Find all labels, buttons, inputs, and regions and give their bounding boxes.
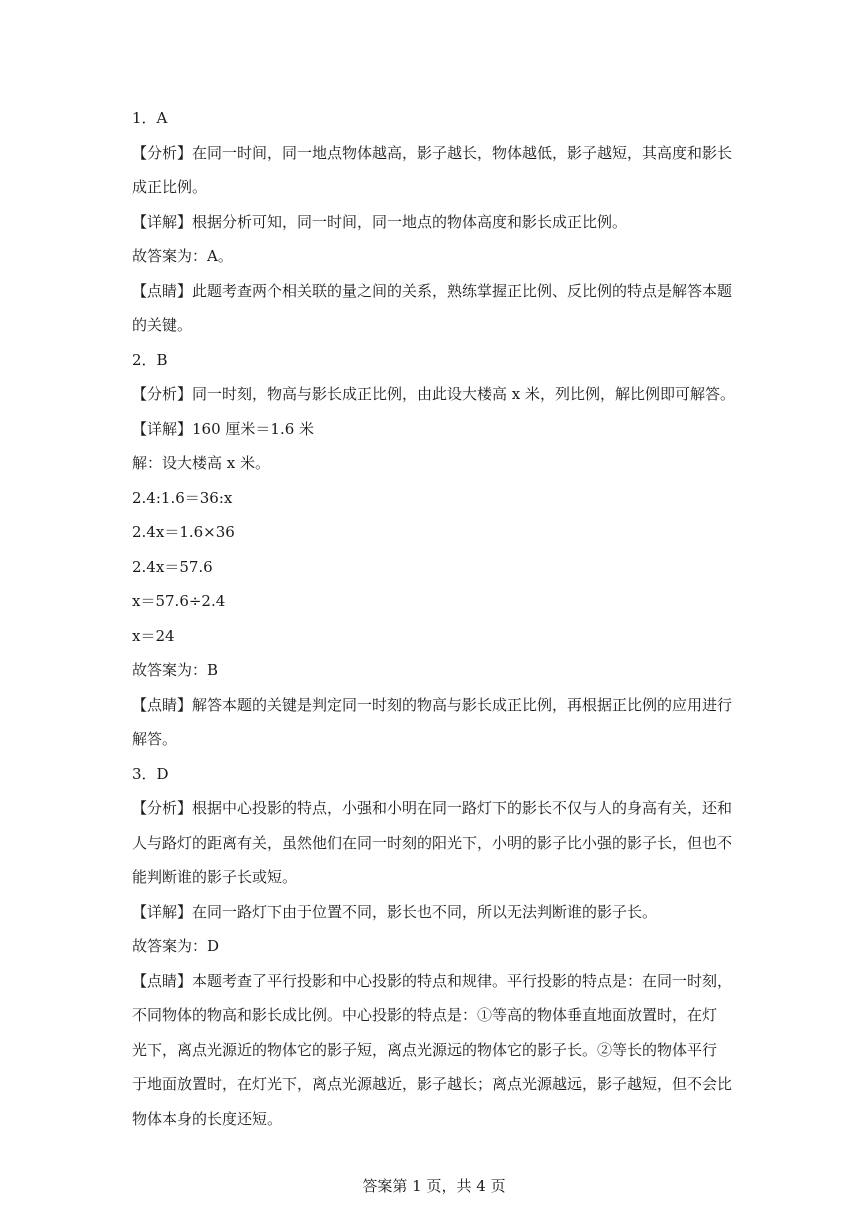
answer-line: 于地面放置时，在灯光下，离点光源越近，影子越长；离点光源越远，影子越短，但不会比 — [132, 1075, 733, 1093]
answer-line: 成正比例。 — [132, 178, 208, 196]
answer-line: 【详解】160 厘米＝1.6 米 — [132, 419, 315, 438]
answer-line: x＝24 — [132, 626, 175, 645]
answer-line: 【分析】在同一时间，同一地点物体越高，影子越长，物体越低，影子越短，其高度和影长 — [132, 143, 733, 162]
answer-line: 2．B — [132, 350, 168, 369]
answer-line: 【点睛】本题考查了平行投影和中心投影的特点和规律。平行投影的特点是：在同一时刻， — [132, 971, 733, 990]
answer-line: 解：设大楼高 x 米。 — [132, 454, 270, 472]
answer-content — [132, 108, 742, 1129]
answer-line: 2.4:1.6＝36:x — [132, 488, 233, 507]
answer-line: 物体本身的长度还短。 — [132, 1109, 283, 1128]
answer-line: 人与路灯的距离有关，虽然他们在同一时刻的阳光下，小明的影子比小强的影子长，但也不 — [132, 833, 733, 852]
answer-line: 【点睛】此题考查两个相关联的量之间的关系，熟练掌握正比例、反比例的特点是解答本题 — [132, 281, 733, 300]
page-footer: 答案第 1 页，共 4 页 — [362, 1177, 506, 1195]
answer-line: 解答。 — [132, 730, 178, 748]
answer-line: 2.4x＝57.6 — [132, 557, 213, 576]
answer-line: 1．A — [132, 109, 168, 127]
answer-line: 能判断谁的影子长或短。 — [132, 868, 298, 886]
answer-line: 的关键。 — [132, 316, 193, 334]
answer-line: x＝57.6÷2.4 — [132, 592, 226, 610]
answer-line: 故答案为：A。 — [132, 247, 233, 265]
answer-line: 【分析】同一时刻，物高与影长成正比例，由此设大楼高 x 米，列比例，解比例即可解答。 — [132, 385, 735, 403]
answer-line: 故答案为：B — [132, 661, 219, 679]
answer-line: 不同物体的物高和影长成比例。中心投影的特点是：①等高的物体垂直地面放置时，在灯 — [132, 1006, 718, 1024]
answer-line: 故答案为：D — [132, 937, 220, 955]
answer-line: 光下，离点光源近的物体它的影子短，离点光源远的物体它的影子长。②等长的物体平行 — [132, 1040, 718, 1059]
answer-line: 【点睛】解答本题的关键是判定同一时刻的物高与影长成正比例，再根据正比例的应用进行 — [132, 695, 733, 714]
answer-line: 【分析】根据中心投影的特点，小强和小明在同一路灯下的影长不仅与人的身高有关，还和 — [132, 799, 733, 817]
answer-line: 【详解】在同一路灯下由于位置不同，影长也不同，所以无法判断谁的影子长。 — [132, 902, 658, 921]
answer-line: 【详解】根据分析可知，同一时间，同一地点的物体高度和影长成正比例。 — [132, 212, 628, 231]
answer-line: 3．D — [132, 764, 169, 783]
answer-line: 2.4x＝1.6×36 — [132, 523, 235, 541]
